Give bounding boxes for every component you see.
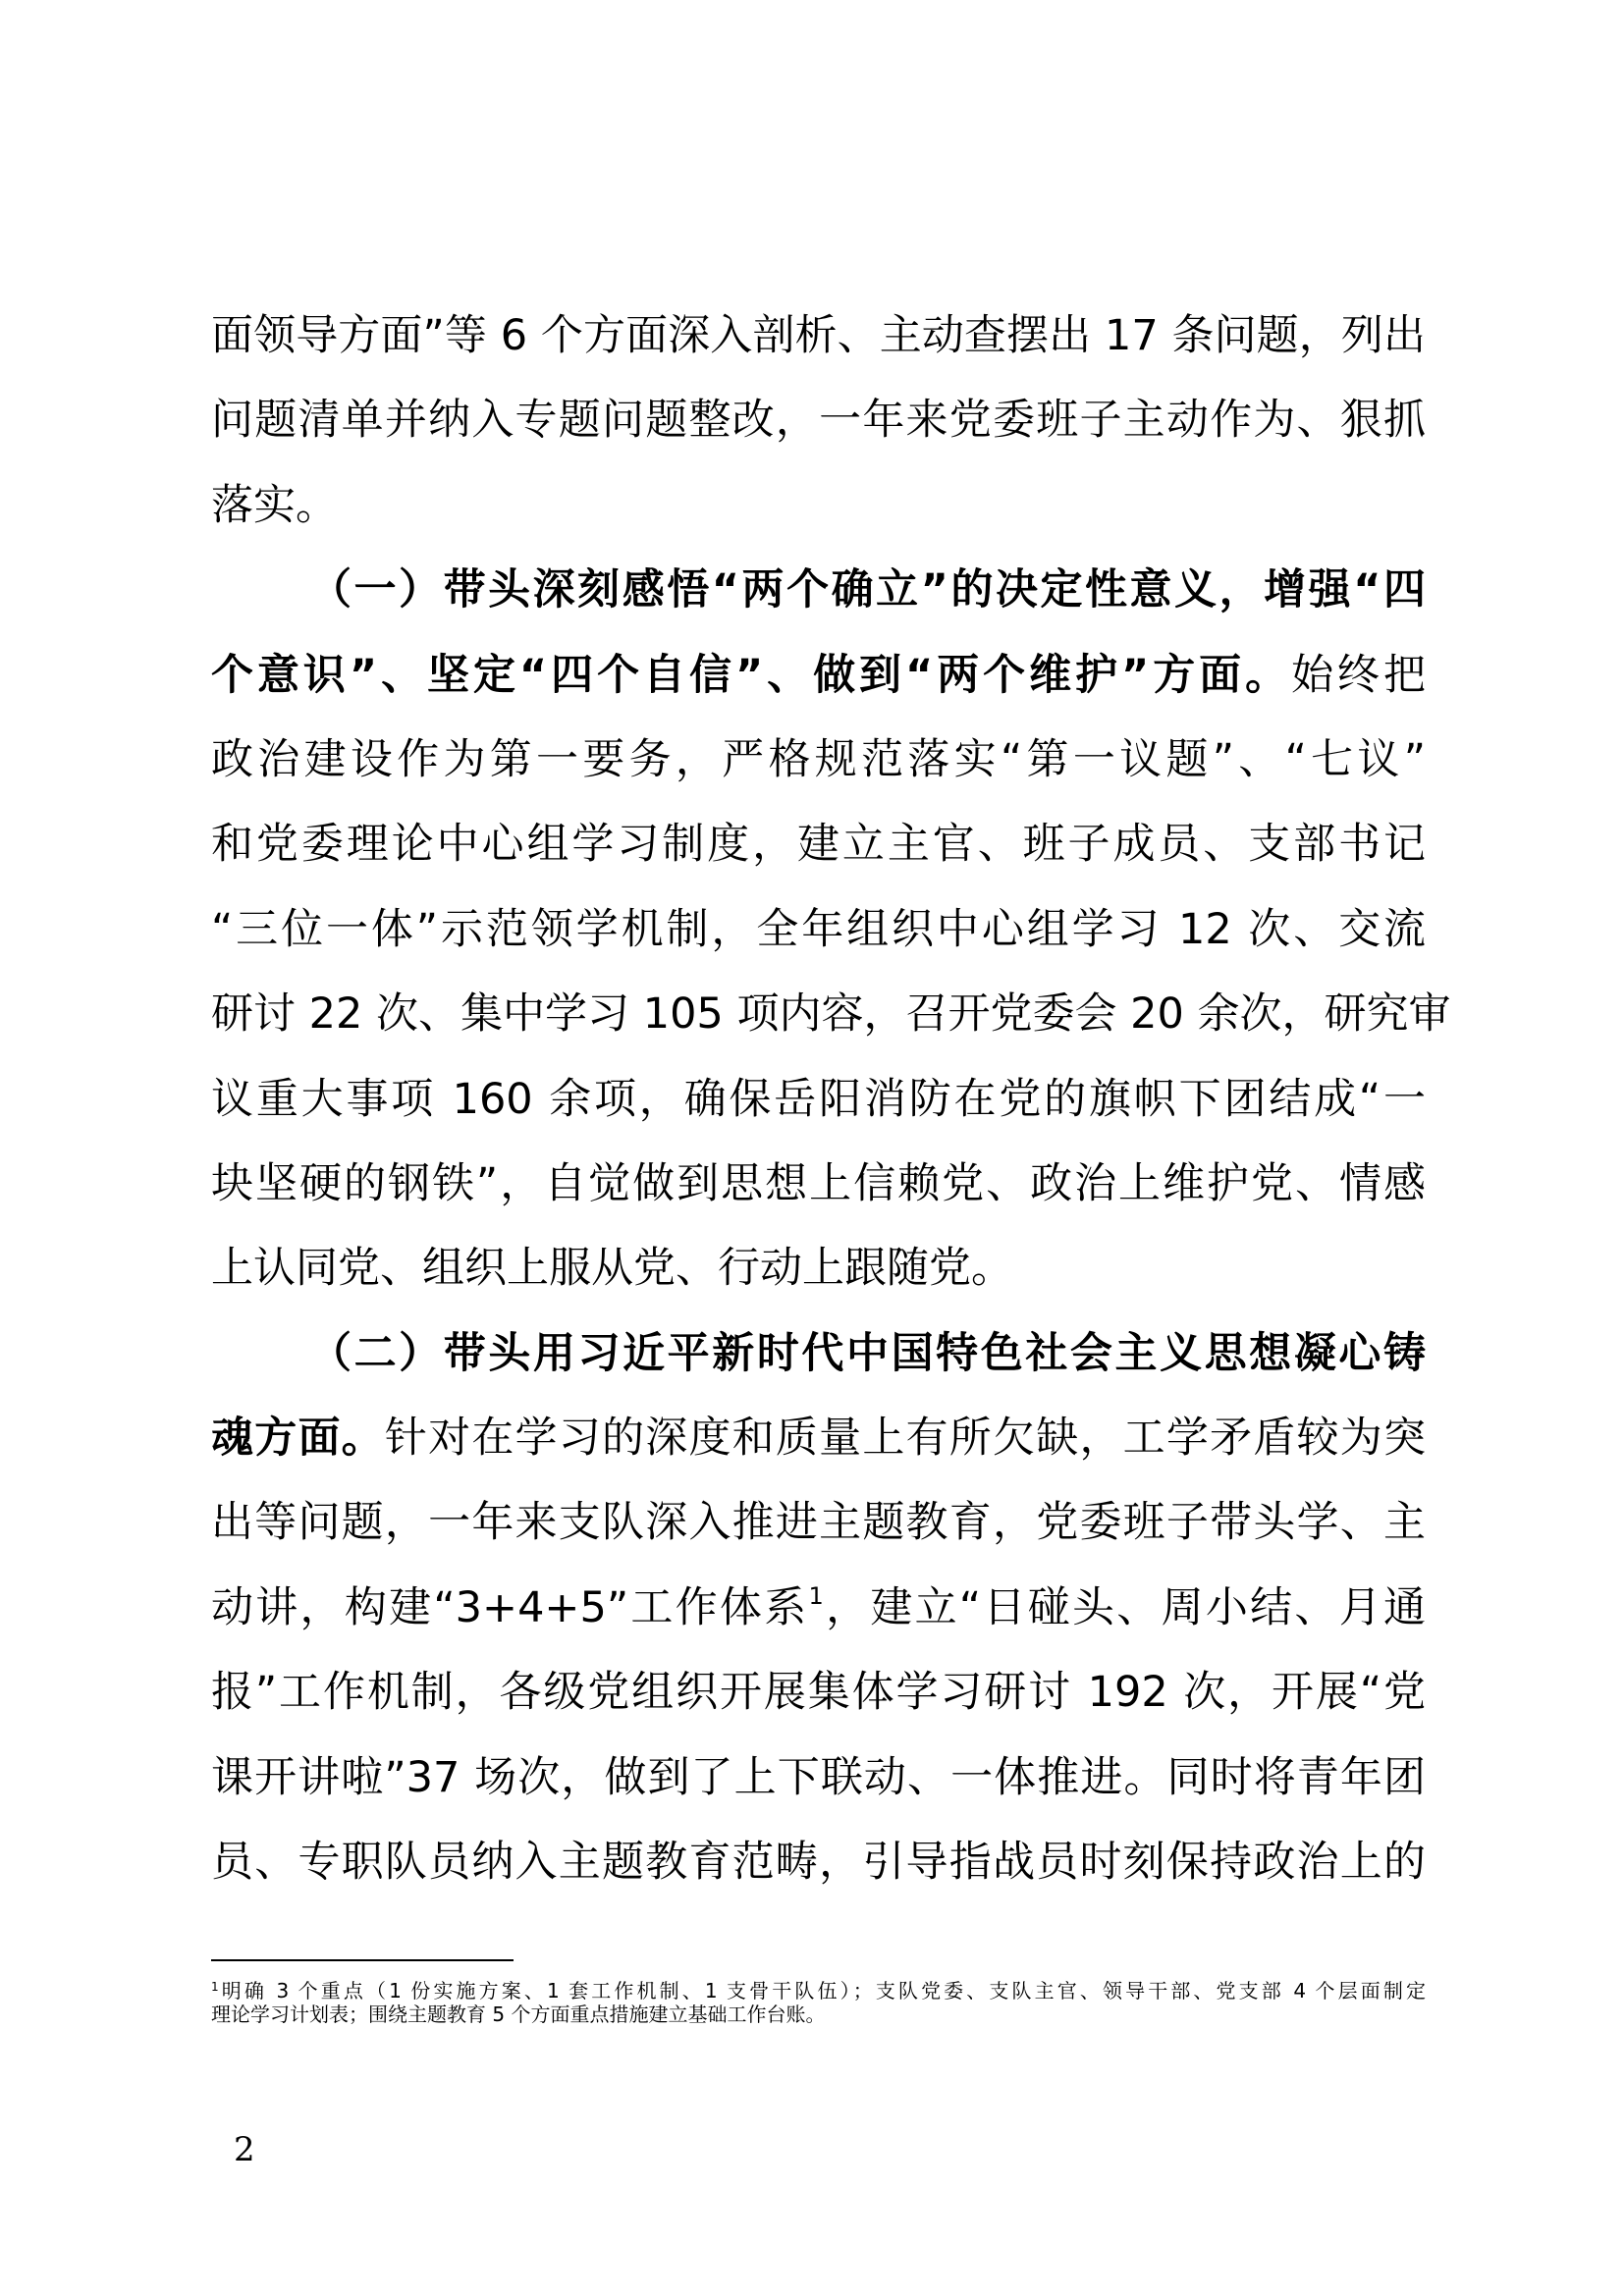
text: 块坚硬的钢铁”，自觉做到思想上信赖党、政治上维护党、情感: [211, 1158, 1426, 1208]
footnote-separator: [211, 1959, 514, 1961]
section-heading-line: [211, 548, 1426, 632]
footnote-line: [211, 2002, 1426, 2026]
text: 政治建设作为第一要务，严格规范落实“第一议题”、“七议”: [211, 734, 1426, 784]
text: 始终把: [1291, 650, 1426, 700]
page-number: 2: [234, 2130, 255, 2169]
body-line: [211, 972, 1451, 1056]
text: 课开讲啦”37 场次，做到了上下联动、一体推进。同时将青年团: [211, 1752, 1426, 1802]
text: 针对在学习的深度和质量上有所欠缺，工学矛盾较为突: [384, 1414, 1427, 1464]
body-line: [211, 463, 1426, 548]
footnote-reference: 1: [808, 1581, 824, 1610]
bold-text: （一）带头深刻感悟“两个确立”的决定性意义，增强“四: [309, 565, 1426, 615]
text: 动讲，构建“3+4+5”工作体系: [211, 1582, 809, 1632]
footnote-text: 理论学习计划表；围绕主题教育 5 个方面重点措施建立基础工作台账。: [211, 2002, 826, 2026]
bold-text: 魂方面。: [211, 1414, 385, 1464]
bold-text: 个意识”、坚定“四个自信”、做到“两个维护”方面。: [211, 650, 1292, 700]
body-line: [211, 1226, 1426, 1310]
body-line: [211, 1820, 1426, 1904]
body-line: [211, 1057, 1426, 1142]
body-line: [211, 1396, 1426, 1480]
body-line: [211, 1650, 1426, 1735]
text: “三位一体”示范领学机制，全年组织中心组学习 12 次、交流: [211, 904, 1426, 954]
text: 面领导方面”等 6 个方面深入剖析、主动查摆出 17 条问题，列出: [211, 311, 1426, 360]
body-line: [211, 1480, 1426, 1565]
text: 问题清单并纳入专题问题整改，一年来党委班子主动作为、狠抓: [211, 396, 1426, 446]
text: 研讨 22 次、集中学习 105 项内容，召开党委会 20 余次，研究审: [211, 989, 1451, 1040]
body-line: [211, 802, 1426, 886]
bold-text: （二）带头用习近平新时代中国特色社会主义思想凝心铸: [309, 1328, 1426, 1378]
body-line: [211, 378, 1426, 462]
text: 议重大事项 160 余项，确保岳阳消防在党的旗帜下团结成“一: [211, 1074, 1426, 1124]
body-line: [211, 718, 1426, 802]
body-line: [211, 633, 1426, 718]
body-line: [211, 1566, 1426, 1650]
text: ，建立“日碰头、周小结、月通: [823, 1582, 1426, 1632]
footnote: [211, 1975, 1426, 2026]
text: 和党委理论中心组学习制度，建立主官、班子成员、支部书记: [211, 820, 1426, 870]
footnote-text: 明确 3 个重点（1 份实施方案、1 套工作机制、1 支骨干队伍）；支队党委、支队主官、领导干部、党支部 4 个层面制定: [218, 1979, 1426, 2002]
body-line: [211, 1735, 1426, 1820]
section-heading-line: [211, 1311, 1426, 1396]
text: 落实。: [211, 480, 338, 530]
body-text: [211, 294, 1451, 1904]
footnote-marker: 1: [211, 1980, 219, 1994]
body-line: [211, 294, 1426, 378]
text: 报”工作机制，各级党组织开展集体学习研讨 192 次，开展“党: [211, 1668, 1426, 1718]
text: 上认同党、组织上服从党、行动上跟随党。: [211, 1244, 1013, 1294]
body-line: [211, 887, 1426, 972]
body-line: [211, 1142, 1426, 1226]
text: 出等问题，一年来支队深入推进主题教育，党委班子带头学、主: [211, 1498, 1426, 1548]
footnote-line: [211, 1975, 1426, 2002]
text: 员、专职队员纳入主题教育范畴，引导指战员时刻保持政治上的: [211, 1838, 1426, 1888]
